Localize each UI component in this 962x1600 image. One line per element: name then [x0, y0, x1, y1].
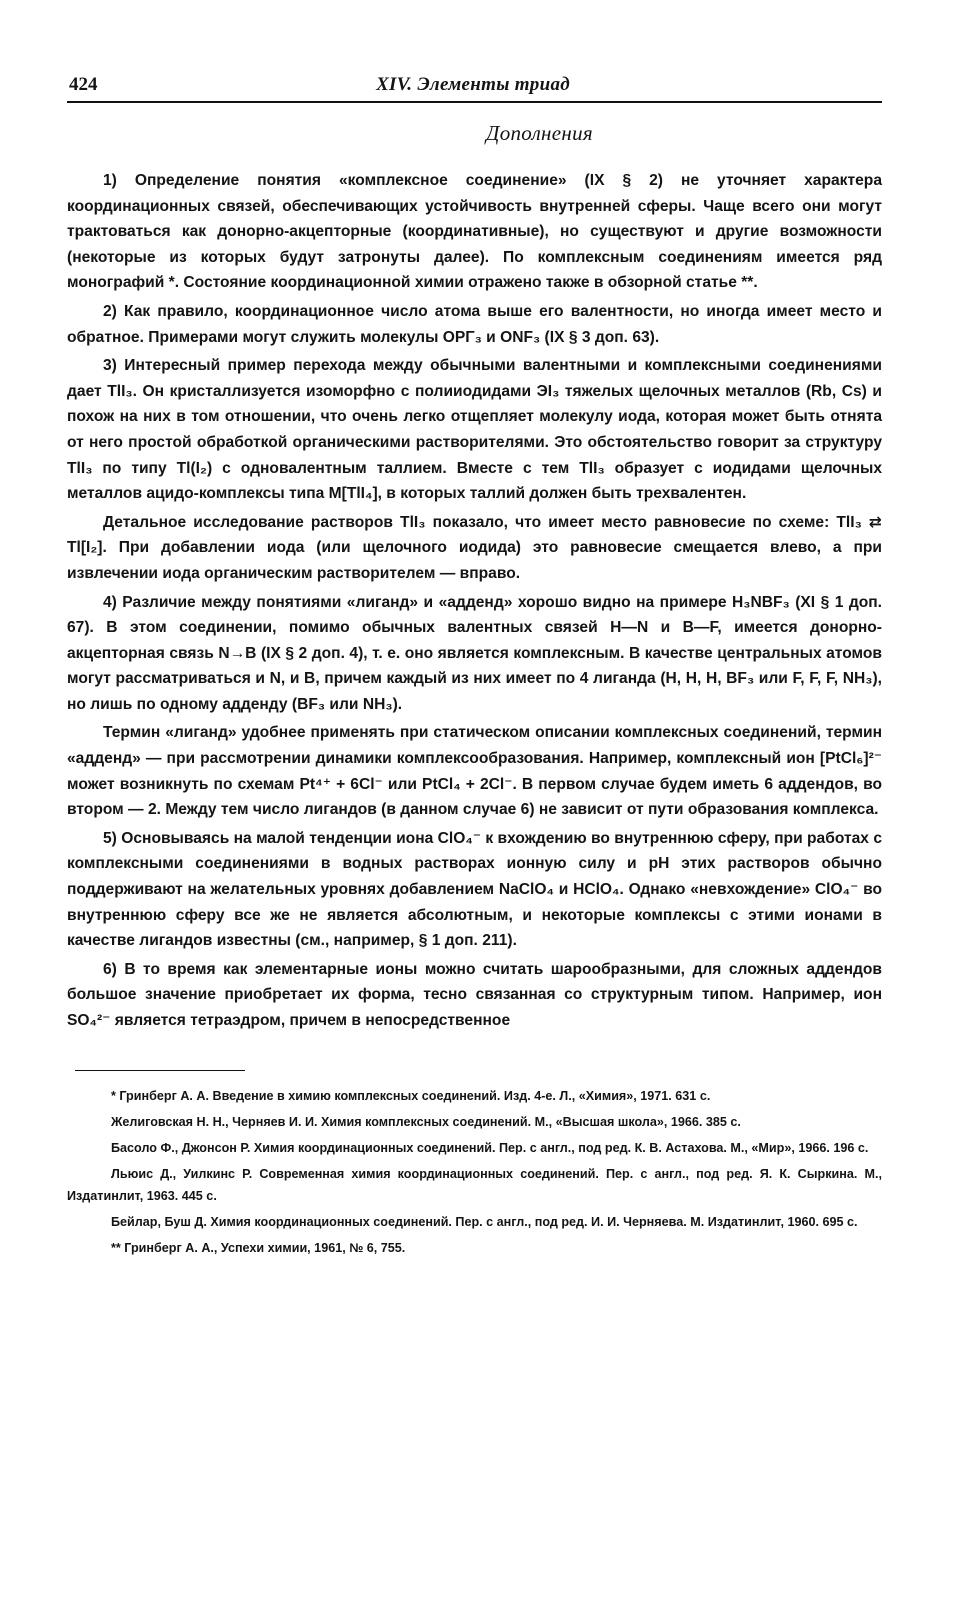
footnote-1: * Гринберг А. А. Введение в химию комплексных соединений. Изд. 4-е. Л., «Химия», 1971. 631 с. [111, 1088, 711, 1103]
page-number: 424 [69, 74, 98, 95]
body-text [67, 168, 882, 1034]
paragraph-5: 5) Основываясь на малой тенденции иона ClO₄⁻ к вхождению во внутреннюю сферу, при работах с комплексными соединениями в водных растворах ионную силу и pH этих растворов обычно поддерживают на желательных уровнях добавлением NaClO₄ и HClO₄. Однако «невхождение» ClO₄⁻ во внутреннюю сферу все же не является абсолютным, и некоторые комплексы с этими ионами в качестве лигандов известны (см., например, § 1 доп. 211). [67, 829, 882, 950]
header-rule [67, 101, 882, 103]
paragraph-4-continued: Термин «лиганд» удобнее применять при статическом описании комплексных соединений, термин «адденд» — при рассмотрении динамики комплексообразования. Например, комплексный ион [PtCl₆]²⁻ может возникнуть по схемам Pt⁴⁺ + 6Cl⁻ или PtCl₄ + 2Cl⁻. В первом случае будем иметь 6 аддендов, во втором — 2. Между тем число лигандов (в данном случае 6) не зависит от пути образования комплекса. [67, 724, 882, 819]
footnote-6: ** Гринберг А. А., Успехи химии, 1961, № 6, 755. [111, 1240, 406, 1255]
paragraph-6: 6) В то время как элементарные ионы можно считать шарообразными, для сложных аддендов большое значение приобретает их форма, тесно связанная со структурным типом. Например, ион SO₄²⁻ является тетраэдром, причем в непосредственное [67, 960, 882, 1029]
running-title: XIV. Элементы триад [376, 74, 570, 95]
paragraph-2: 2) Как правило, координационное число атома выше его валентности, но иногда имеет место и обратное. Примерами могут служить молекулы OPΓ₃ и ONF₃ (IX § 3 доп. 63). [67, 302, 882, 346]
paragraph-4: 4) Различие между понятиями «лиганд» и «адденд» хорошо видно на примере H₃NBF₃ (XI § 1 доп. 67). В этом соединении, помимо обычных валентных связей H—N и B—F, имеется донорно-акцепторная связь N→B (IX § 2 доп. 4), т. е. оно является комплексным. В качестве центральных атомов могут рассматриваться и N, и B, причем каждый из них имеет по 4 лиганда (H, H, H, BF₃ или F, F, F, NH₃), но лишь по одному адденду (BF₃ или NH₃). [67, 593, 882, 713]
running-head [67, 74, 882, 101]
footnote-rule [75, 1070, 245, 1071]
footnote-3: Басоло Ф., Джонсон Р. Химия координационных соединений. Пер. с англ., под ред. К. В. Астахова. М., «Мир», 1966. 196 с. [111, 1140, 869, 1155]
paragraph-1: 1) Определение понятия «комплексное соединение» (IX § 2) не уточняет характера координационных связей, обеспечивающих устойчивость внутренней сферы. Чаще всего они могут трактоваться как донорно-акцепторные (координативные), но существуют и другие возможности (некоторые из которых будут затронуты далее). По комплексным соединениям имеется ряд монографий *. Состояние координационной химии отражено также в обзорной статье **. [67, 172, 882, 292]
paragraph-3: 3) Интересный пример перехода между обычными валентными и комплексными соединениями дает TlI₃. Он кристаллизуется изоморфно с полииодидами ЭI₃ тяжелых щелочных металлов (Rb, Cs) и похож на них в том отношении, что очень легко отщепляет молекулу иода, которая может быть отнята от него простой обработкой органическими растворителями. Это обстоятельство говорит за структуру TlI₃ по типу Tl(I₂) с одновалентным таллием. Вместе с тем TlI₃ образует с иодидами щелочных металлов ацидо-комплексы типа M[TlI₄], в которых таллий должен быть трехвалентен. [67, 357, 882, 503]
section-title: Дополнения [486, 121, 593, 145]
book-page [67, 74, 882, 1263]
footnotes [67, 1085, 882, 1259]
paragraph-3-continued: Детальное исследование растворов TlI₃ показало, что имеет место равновесие по схеме: TlI₃ ⇄ Tl[I₂]. При добавлении иода (или щелочного иодида) это равновесие смещается влево, а при извлечении иода органическим растворителем — вправо. [67, 513, 882, 582]
footnote-2: Желиговская Н. Н., Черняев И. И. Химия комплексных соединений. М., «Высшая школа», 1966. 385 с. [111, 1114, 741, 1129]
footnote-4: Льюис Д., Уилкинс Р. Современная химия координационных соединений. Пер. с англ., под ред. Я. К. Сыркина. М., Издатинлит, 1963. 445 с. [67, 1166, 882, 1203]
footnote-5: Бейлар, Буш Д. Химия координационных соединений. Пер. с англ., под ред. И. И. Черняева. М. Издатинлит, 1960. 695 с. [111, 1214, 858, 1229]
